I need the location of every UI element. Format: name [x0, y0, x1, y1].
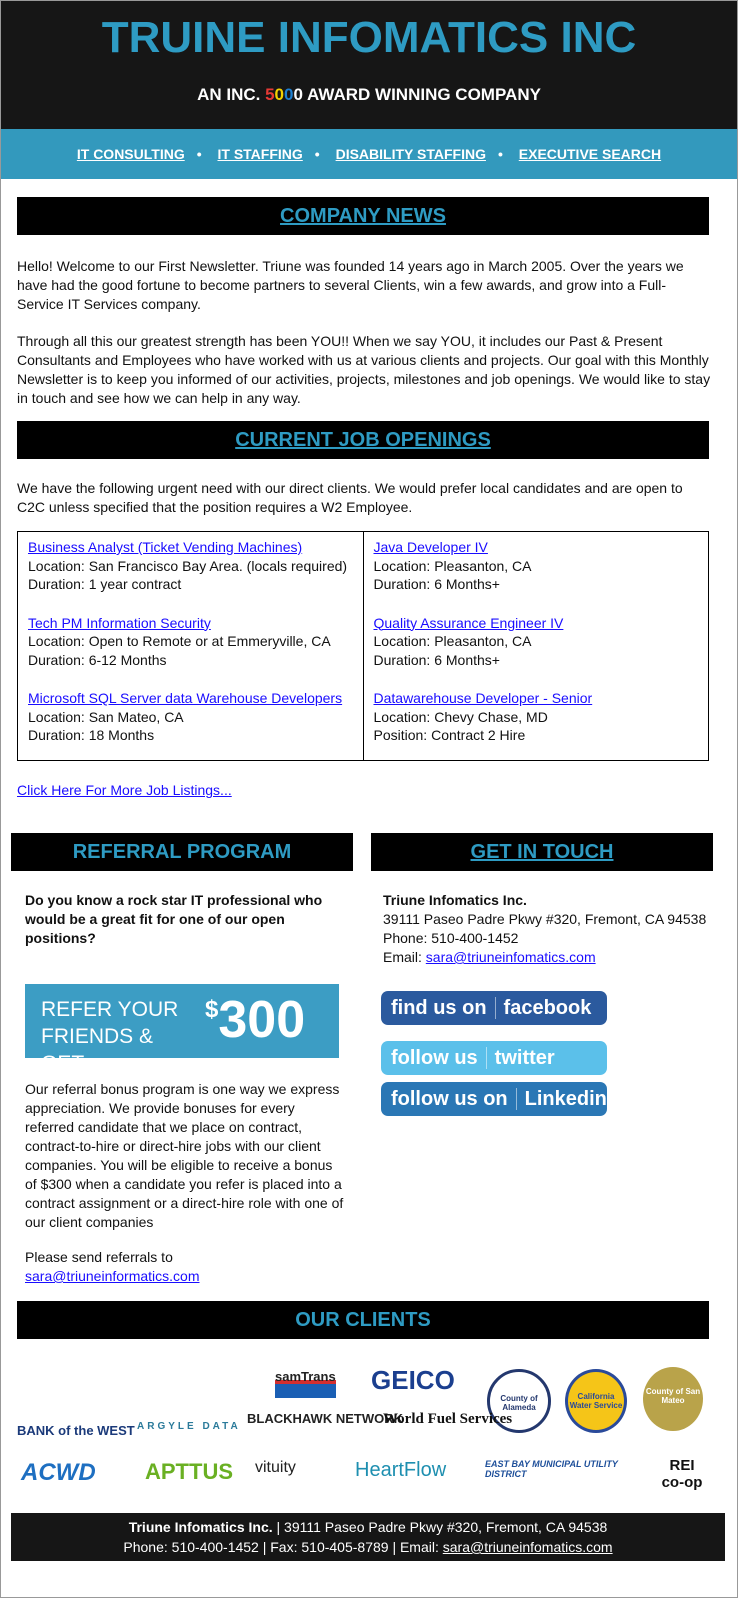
jobs-right-column — [363, 532, 709, 761]
job-item — [28, 538, 353, 594]
contact-email-link[interactable]: sara@triuneinfomatics.com — [425, 949, 596, 965]
twitter-button[interactable]: follow us twitter — [381, 1041, 607, 1075]
job-link[interactable]: Quality Assurance Engineer IV — [373, 614, 564, 631]
logo-vituity: vituity — [255, 1459, 296, 1476]
job-item — [374, 689, 699, 745]
logo-heartflow: HeartFlow — [355, 1459, 447, 1481]
jobs-table — [17, 531, 709, 761]
contact-heading: GET IN TOUCH — [371, 833, 713, 871]
job-link[interactable]: Business Analyst (Ticket Vending Machines) — [28, 539, 303, 555]
logo-apttus: APTTUS — [145, 1459, 233, 1484]
job-duration: Duration: 6 Months+ — [373, 576, 500, 592]
logo-county-alameda: County of Alameda — [487, 1369, 551, 1433]
facebook-button[interactable]: find us on facebook — [381, 991, 607, 1025]
logo-geico: GEICO — [371, 1365, 455, 1395]
contact-address: 39111 Paseo Padre Pkwy #320, Fremont, CA 94538 — [383, 911, 707, 927]
clients-heading: OUR CLIENTS — [17, 1301, 709, 1339]
job-location: Location: Chevy Chase, MD — [373, 708, 548, 725]
news-paragraph-1: Hello! Welcome to our First Newsletter. Triune was founded 14 years ago in March 2005. Over the years we have had the good fortune to become partners to several Clients, win a few awards, and grow into a Full-Service IT Services company. — [17, 258, 684, 312]
company-news-heading: COMPANY NEWS — [17, 197, 709, 235]
referral-banner — [25, 984, 339, 1075]
job-openings-heading: CURRENT JOB OPENINGS — [17, 421, 709, 459]
job-item — [28, 614, 353, 670]
jobs-intro: We have the following urgent need with our direct clients. We would prefer local candidates and are open to C2C unless specified that the position requires a W2 Employee. — [17, 480, 683, 515]
news-paragraph-2: Through all this our greatest strength has been YOU!! When we say YOU, it includes our Past & Present Consultants and Employees who have worked with us at various clients and projects. Our goal with this Monthly Newsletter is to keep you informed of our activities, projects, milestones and job openings. We would like to stay in touch and see how we can help in any way. — [17, 333, 711, 406]
linkedin-button[interactable]: follow us on Linkedin — [381, 1082, 607, 1116]
nav-executive-search[interactable]: EXECUTIVE SEARCH — [518, 146, 662, 162]
logo-ebmud: EAST BAY MUNICIPAL UTILITY DISTRICT — [485, 1459, 618, 1479]
logo-cal-water: California Water Service — [565, 1369, 627, 1433]
contact-company: Triune Infomatics Inc. — [383, 892, 527, 908]
footer — [11, 1513, 725, 1561]
job-location: Location: Pleasanton, CA — [373, 557, 532, 574]
footer-email-link[interactable]: sara@triuneinfomatics.com — [442, 1539, 613, 1555]
footer-line-2: Phone: 510-400-1452 | Fax: 510-405-8789 | Email: sara@triuneinfomatics.com — [123, 1539, 613, 1555]
banner-amount: $300 — [205, 991, 306, 1049]
job-item — [374, 614, 699, 670]
referral-body: Our referral bonus program is one way we express appreciation. We provide bonuses for every referred candidate that we place on contract, contract-to-hire or direct-hire jobs with our client companies. You will be eligible to receive a bonus of $300 when a candidate you refer is placed into a contract assignment or a direct-hire role with one of our client companies — [25, 1081, 344, 1230]
company-title: TRUINE INFOMATICS INC — [101, 13, 637, 62]
job-duration: Duration: 1 year contract — [28, 576, 182, 592]
job-link[interactable]: Datawarehouse Developer - Senior — [373, 690, 593, 706]
footer-line-1: Triune Infomatics Inc. | 39111 Paseo Padre Pkwy #320, Fremont, CA 94538 — [128, 1519, 608, 1535]
referral-heading: REFERRAL PROGRAM — [11, 833, 353, 871]
nav-bar: IT CONSULTING • IT STAFFING • DISABILITY STAFFING • EXECUTIVE SEARCH — [1, 129, 737, 179]
job-link[interactable]: Tech PM Information Security — [28, 614, 211, 631]
job-link[interactable]: Microsoft SQL Server data Warehouse Developers — [28, 690, 343, 706]
job-location: Location: Pleasanton, CA — [373, 633, 532, 649]
award-subtitle: AN INC. 5000 AWARD WINNING COMPANY — [197, 85, 541, 104]
logo-blackhawk: BLACKHAWK NETWORK — [247, 1411, 403, 1426]
client-logos — [17, 1361, 713, 1496]
contact-email: Email: sara@triuneinfomatics.com — [383, 949, 596, 965]
job-duration: Duration: 18 Months — [28, 727, 155, 743]
job-location: Location: Open to Remote or at Emmeryville, CA — [28, 633, 331, 649]
job-link[interactable]: Java Developer IV — [373, 539, 488, 555]
referral-email-link[interactable]: sara@triuneinformatics.com — [25, 1268, 200, 1284]
referral-send: Please send referrals to — [25, 1249, 173, 1265]
job-location: Location: San Francisco Bay Area. (locals required) — [28, 557, 348, 574]
jobs-left-column — [18, 532, 364, 761]
logo-argyle: ARGYLE DATA — [137, 1421, 241, 1432]
job-location: Location: San Mateo, CA — [28, 708, 184, 725]
banner-text: REFER YOUR FRIENDS & GET — [41, 998, 179, 1075]
nav-disability-staffing[interactable]: DISABILITY STAFFING — [335, 146, 486, 162]
job-item — [28, 689, 353, 745]
logo-world-fuel: World Fuel Services — [383, 1411, 513, 1427]
contact-phone: Phone: 510-400-1452 — [383, 930, 519, 946]
nav-it-consulting[interactable]: IT CONSULTING — [76, 146, 185, 162]
job-duration: Duration: 6-12 Months — [28, 651, 167, 668]
logo-county-san-mateo: County of San Mateo — [643, 1367, 703, 1431]
header — [1, 1, 737, 129]
nav-it-staffing[interactable]: IT STAFFING — [217, 146, 303, 162]
job-duration: Duration: 6 Months+ — [373, 651, 500, 668]
referral-question: Do you know a rock star IT professional who would be a great fit for one of our open positions? — [25, 892, 323, 946]
more-jobs-link[interactable]: Click Here For More Job Listings... — [17, 782, 232, 798]
logo-rei: REI co-op — [661, 1457, 703, 1491]
logo-bank-of-the-west: BANK of the WEST — [17, 1423, 135, 1438]
logo-acwd: ACWD — [21, 1459, 96, 1486]
job-duration: Position: Contract 2 Hire — [373, 727, 526, 743]
logo-samtrans: samTrans — [275, 1369, 336, 1398]
job-item — [374, 538, 699, 594]
